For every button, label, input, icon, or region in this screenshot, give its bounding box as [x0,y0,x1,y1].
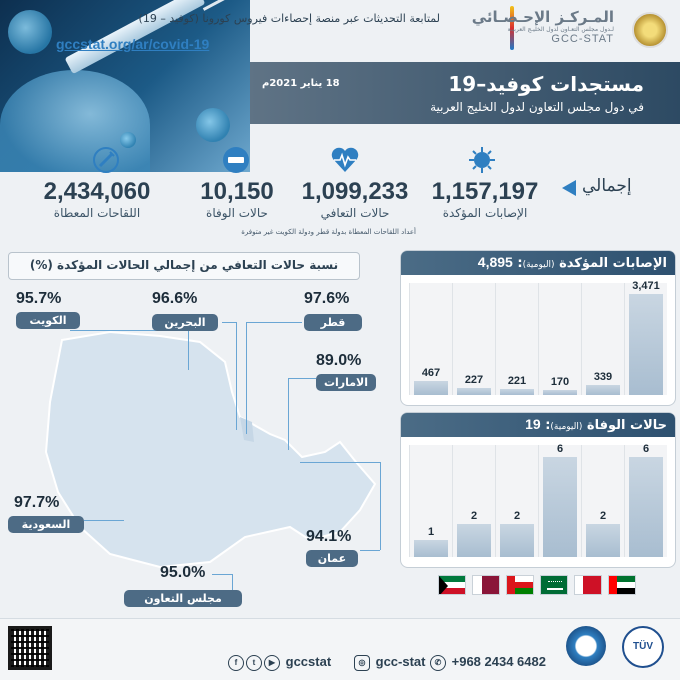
instagram-handle[interactable]: gcc-stat [375,654,426,669]
daily-deaths-bar [414,540,448,557]
tuv-certification-logo: TÜV [622,626,664,668]
daily-cases-bar-label: 170 [550,376,570,389]
qatar-label: قطر [304,314,362,331]
daily-cases-bar-label: 3,471 [632,279,660,292]
org-subtitle-ar: لـدول مجلس التعـاون لدول الخليـج العربيـة [507,26,614,33]
saudi-flag [540,575,568,595]
daily-deaths-bar-label: 6 [642,443,650,456]
daily-cases-bar-label: 227 [464,374,484,387]
leader-line [300,462,380,463]
daily-deaths-bar [457,524,491,557]
gcc-emblem-logo [632,12,668,48]
qatar-flag [472,575,500,595]
saudi-label: السعودية [8,516,84,533]
daily-deaths-column [495,445,538,557]
recovered-total-label: حالات التعافي [320,206,390,220]
daily-cases-bar [586,385,620,395]
leader-line [236,322,237,430]
daily-deaths-column [409,445,452,557]
header-logo-band [250,0,680,62]
confirmed-total-value: 1,157,197 [431,178,539,205]
leader-line [188,330,189,370]
whatsapp-number[interactable]: +968 2434 6482 [451,654,546,669]
leader-line [360,550,380,551]
daily-cases-column [452,283,495,395]
uae-recovery-pct: 89.0% [316,352,362,369]
bahrain-label: البحرين [152,314,218,331]
page-title: مستجدات كوفيد–19 [448,72,644,96]
uae-flag [608,575,636,595]
daily-deaths-bar [543,457,577,557]
leader-line [380,462,381,550]
coffin-icon [222,146,250,178]
whatsapp-contact [430,654,546,671]
daily-deaths-column [581,445,624,557]
heartbeat-icon [330,146,360,178]
recovered-total-value: 1,099,233 [301,178,409,205]
virus-graphic [120,132,136,148]
daily-deaths-colon: : [545,418,551,433]
instagram-account [354,654,425,671]
deaths-total-label: حالات الوفاة [206,206,268,220]
oman-recovery-pct: 94.1% [306,528,352,545]
daily-deaths-bar [586,524,620,557]
vaccine-icon [92,146,120,178]
daily-cases-bar [500,389,534,395]
twitter-icon[interactable]: t [246,655,262,671]
social-accounts [228,654,331,671]
daily-cases-header [401,251,675,275]
vaccine-footnote: أعداد اللقاحات المعطاة بدولة قطر ودولة الكويت غير متوفرة [241,228,416,236]
daily-deaths-header [401,413,675,437]
totals-label: إجمالي [582,176,632,196]
bahrain-flag [574,575,602,595]
daily-deaths-bar [500,524,534,557]
deaths-total-value: 10,150 [200,178,274,205]
daily-deaths-bar-label: 2 [470,509,478,522]
daily-cases-bar [543,390,577,395]
daily-cases-total: 4,895 [477,254,513,270]
recovery-map-title: نسبة حالات التعافي من إجمالي الحالات المؤكدة (%) [8,252,360,280]
saudi-recovery-pct: 97.7% [14,494,60,511]
daily-cases-bar [414,381,448,395]
org-name-ar: المـركـز الإحـصـائي [471,8,614,26]
daily-cases-column [538,283,581,395]
daily-cases-column [409,283,452,395]
vaccines-total-value: 2,434,060 [43,178,151,205]
daily-cases-column [624,279,667,395]
leader-line [288,378,289,450]
daily-cases-column [581,283,624,395]
daily-cases-bar-label: 221 [507,374,527,387]
leader-line [246,322,302,323]
leader-line [212,574,232,575]
daily-deaths-chart [409,445,667,557]
needle-shape [203,0,250,11]
leader-line [84,520,124,521]
daily-cases-title: الإصابات المؤكدة [559,256,667,271]
daily-cases-panel [400,250,676,406]
org-logo [472,8,614,45]
oman-label: عمان [306,550,358,567]
kuwait-label: الكويت [16,312,80,329]
daily-cases-title-note: (اليومية) [522,260,555,270]
virus-icon [468,146,496,178]
kuwait-flag [438,575,466,595]
footer-follow-text: لمتابعة التحديثات عبر منصة إحصاءات فيروس كورونا (كوفيد – 19) [138,12,440,25]
facebook-icon[interactable]: f [228,655,244,671]
confirmed-total-label: الإصابات المؤكدة [442,206,528,220]
page-subtitle: في دول مجلس التعاون لدول الخليج العربية [430,100,644,114]
leader-line [222,322,236,323]
daily-deaths-title: حالات الوفاة [586,418,667,433]
bahrain-recovery-pct: 96.6% [152,290,198,307]
leader-line [246,322,247,434]
daily-deaths-column [452,445,495,557]
org-name-en: GCC-STAT [551,33,614,45]
daily-deaths-column [624,445,667,557]
daily-cases-column [495,283,538,395]
daily-deaths-title-note: (اليومية) [550,422,583,432]
title-bar [250,62,680,124]
leader-line [288,378,316,379]
daily-cases-bar [629,294,663,395]
daily-cases-colon: : [517,256,523,271]
quality-mark-logo [566,626,606,666]
daily-deaths-panel [400,412,676,568]
daily-deaths-bar-label: 2 [599,509,607,522]
daily-deaths-bar-label: 2 [513,509,521,522]
kuwait-recovery-pct: 95.7% [16,290,62,307]
daily-cases-chart [409,279,667,395]
qatar-recovery-pct: 97.6% [304,290,350,307]
covid-platform-link[interactable]: gccstat.org/ar/covid-19 [56,36,210,52]
qr-code[interactable] [8,626,52,670]
daily-deaths-bar [629,457,663,557]
whatsapp-icon[interactable]: ✆ [430,655,446,671]
daily-deaths-bar-label: 6 [556,443,564,456]
daily-deaths-column [538,445,581,557]
social-handle[interactable]: gccstat [285,654,332,669]
daily-cases-bar [457,388,491,395]
gcc-label: مجلس التعاون [124,590,242,607]
report-date: 18 يناير 2021م [262,78,340,89]
daily-deaths-bar-label: 1 [427,526,435,539]
vaccines-total-label: اللقاحات المعطاة [53,206,141,220]
virus-graphic [196,108,230,142]
virus-graphic [8,10,52,54]
daily-deaths-total: 19 [525,416,541,432]
uae-label: الامارات [316,374,376,391]
arrow-left-icon [562,180,576,196]
oman-flag [506,575,534,595]
daily-cases-bar-label: 339 [593,371,613,384]
instagram-icon[interactable]: ◎ [354,655,370,671]
youtube-icon[interactable]: ▶ [264,655,280,671]
glove-shape [0,70,150,172]
header-hero-image [0,0,250,172]
gcc-recovery-pct: 95.0% [160,564,206,581]
daily-cases-bar-label: 467 [421,367,441,380]
